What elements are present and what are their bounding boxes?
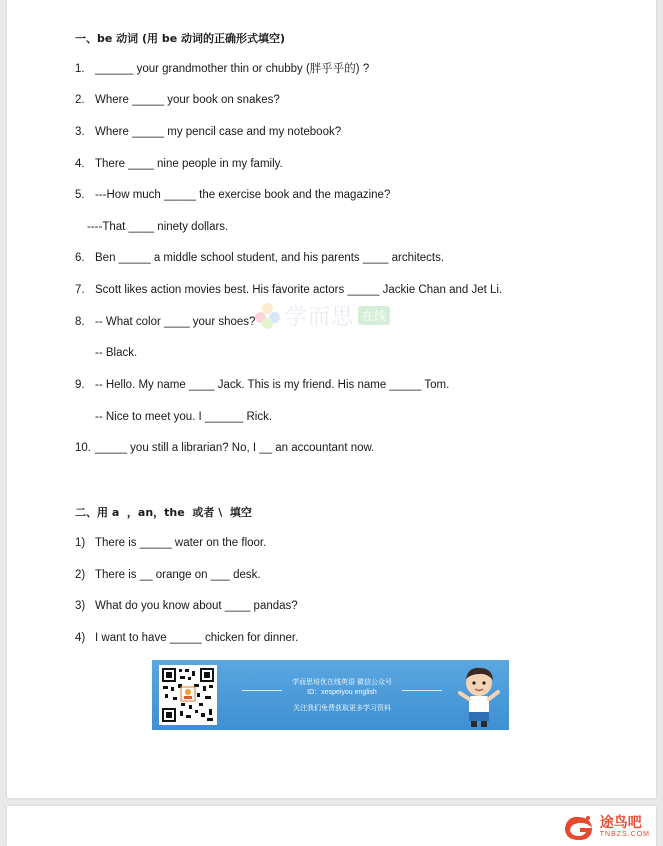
brand-watermark [255, 300, 390, 331]
question-number: 9. [75, 379, 85, 391]
question-text: ---How much _____ the exercise book and the magazine? [95, 189, 391, 201]
question-text: What do you know about ____ pandas? [95, 600, 298, 612]
logo-name: 途鸟吧 [599, 815, 642, 831]
question-answer-line [95, 346, 137, 360]
banner-line3: 关注我们免费获取更多学习资料 [293, 705, 391, 712]
question-text: Where _____ your book on snakes? [95, 94, 280, 106]
question-text: Where _____ my pencil case and my notebook? [95, 126, 342, 138]
question-text: -- Hello. My name ____ Jack. This is my friend. His name _____ Tom. [95, 379, 450, 391]
question-number: 3. [75, 126, 85, 138]
question-answer-line [87, 220, 228, 234]
question-line [75, 441, 374, 455]
question-line [75, 62, 369, 76]
question-line [75, 157, 283, 171]
question-line [75, 125, 341, 139]
question-line [75, 599, 298, 613]
question-number: 1. [75, 63, 85, 75]
question-line [75, 568, 261, 582]
question-line [75, 188, 390, 202]
question-text: -- Nice to meet you. I ______ Rick. [95, 411, 273, 423]
flower-logo-icon [255, 303, 281, 329]
question-number: 1) [75, 537, 86, 549]
question-text: There ____ nine people in my family. [95, 158, 283, 170]
question-line [75, 93, 280, 107]
qr-code-icon [159, 665, 217, 725]
question-number: 3) [75, 600, 86, 612]
section1-heading: 一、be 动词 (用 be 动词的正确形式填空) [75, 32, 286, 45]
question-number: 4. [75, 158, 85, 170]
question-number: 7. [75, 284, 85, 296]
question-text: There is _____ water on the floor. [95, 537, 267, 549]
question-text: -- Black. [95, 347, 138, 359]
logo-url: TNBZS.COM [599, 831, 650, 838]
question-answer-line [95, 410, 272, 424]
question-text: Ben _____ a middle school student, and his parents ____ architects. [95, 252, 445, 264]
banner-line2: ID：xespeiyou english [307, 689, 377, 696]
question-number: 5. [75, 189, 85, 201]
section2-heading: 二、用 a ，an，the 或者 \ 填空 [75, 506, 252, 519]
wechat-banner [152, 660, 509, 730]
question-text: ______ your grandmother thin or chubby (胖乎乎的) ? [95, 63, 370, 75]
question-number: 10. [75, 442, 91, 454]
question-text: ----That ____ ninety dollars. [87, 221, 229, 233]
document-page [7, 0, 656, 798]
site-logo [561, 812, 650, 842]
question-number: 6. [75, 252, 85, 264]
bird-logo-icon [561, 812, 597, 842]
question-text: I want to have _____ chicken for dinner. [95, 632, 299, 644]
next-document-page [7, 806, 656, 846]
question-number: 8. [75, 316, 85, 328]
question-number: 4) [75, 632, 86, 644]
question-line [75, 631, 298, 645]
banner-line1: 学而思培优在线英语 微信公众号 [292, 679, 392, 686]
watermark-text: 学而思 [285, 305, 355, 330]
question-number: 2. [75, 94, 85, 106]
cartoon-boy-icon [454, 663, 504, 729]
question-text: Scott likes action movies best. His favorite actors _____ Jackie Chan and Jet Li. [95, 284, 503, 296]
question-line [75, 536, 266, 550]
question-text: There is __ orange on ___ desk. [95, 569, 261, 581]
watermark-badge: 在线 [358, 306, 390, 325]
question-line [75, 283, 502, 297]
question-text: -- What color ____ your shoes? [95, 316, 256, 328]
question-line [75, 315, 255, 329]
question-line [75, 378, 449, 392]
question-line [75, 251, 444, 265]
banner-text-block [227, 678, 457, 714]
question-number: 2) [75, 569, 86, 581]
question-text: _____ you still a librarian? No, I __ an accountant now. [95, 442, 375, 454]
